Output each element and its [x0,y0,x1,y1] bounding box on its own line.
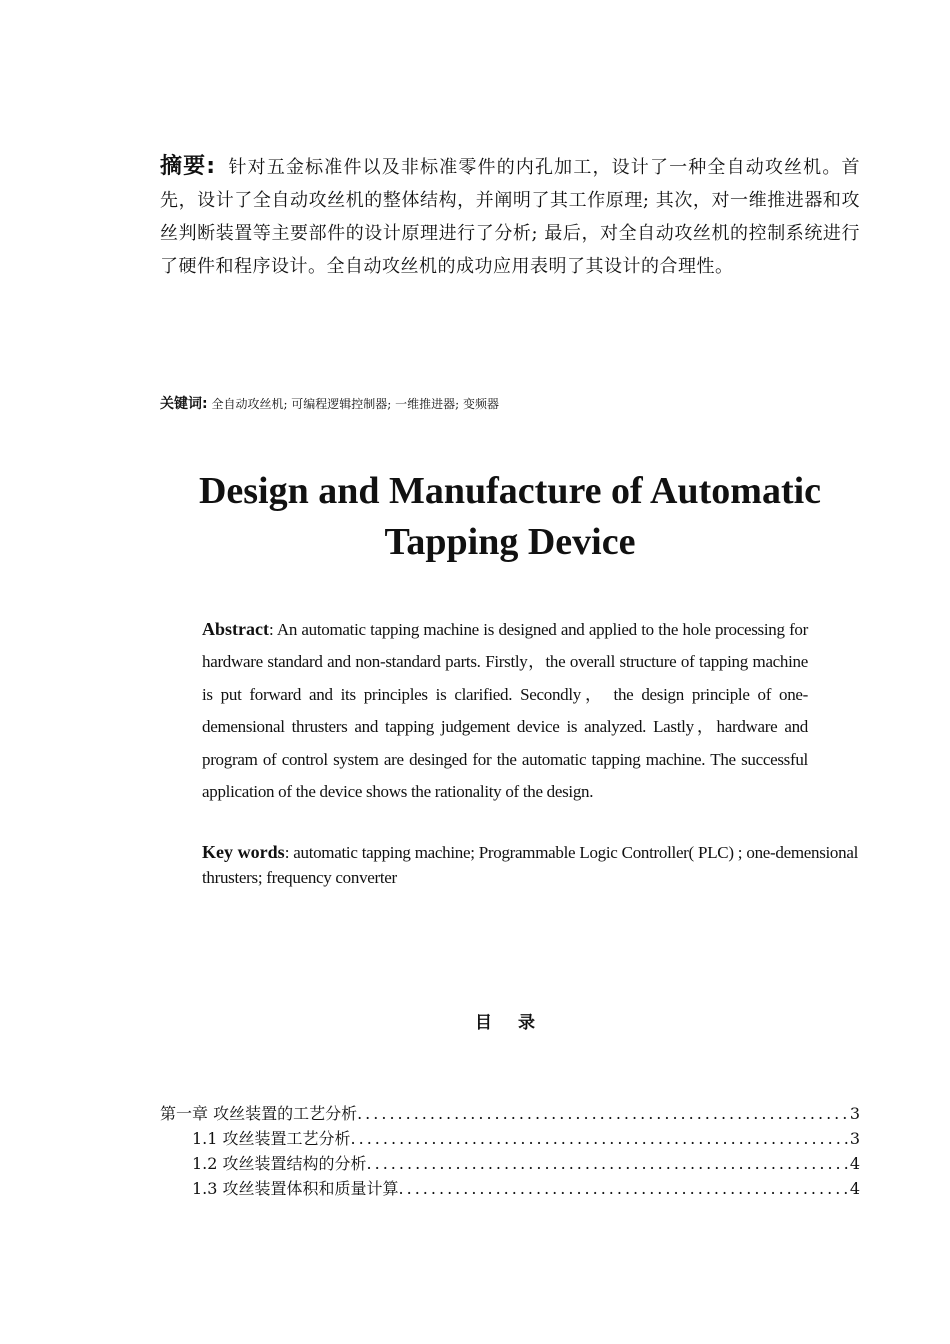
toc-entry-label: 1.3 攻丝装置体积和质量计算 [192,1179,399,1198]
toc-heading: 目 录 [475,1013,545,1033]
chinese-keywords-label: 关键词: [160,396,208,412]
english-title-line-2: Tapping Device [384,521,636,563]
english-keywords-text: : automatic tapping machine; Programmable Logic Controller( PLC) ; one-demensional thrusters; frequency converter [202,843,858,887]
toc-entry-page: 4 [849,1154,860,1173]
toc-entry-label: 第一章 攻丝装置的工艺分析 [160,1104,358,1123]
english-abstract-text: : An automatic tapping machine is designed and applied to the hole processing for hardware standard and non-standard parts. Firstly，the overall structure of tapping machine is put forward and its principles is clarified. Secondly， the design principle of one-demensional thrusters and tapping judgement device is analyzed. Lastly，hardware and program of control system are desinged for the automatic tapping machine. The successful application of the device shows the rationality of the design. [202,620,808,802]
english-abstract-label: Abstract [202,619,269,639]
english-title-line-1: Design and Manufacture of Automatic [198,470,822,512]
chinese-abstract-label: 摘要: [160,154,216,179]
chinese-keywords-text: 全自动攻丝机; 可编程逻辑控制器; 一维推进器; 变频器 [211,397,500,411]
chinese-abstract-text: 针对五金标准件以及非标准零件的内孔加工，设计了一种全自动攻丝机。首先，设计了全自动攻丝机的整体结构，并阐明了其工作原理; 其次，对一维推进器和攻丝判断装置等主要部件的设计原理进行了分析; 最后，对全自动攻丝机的控制系统进行了硬件和程序设计。全自动攻丝机的成功应用表明了其设计的合理性。 [160,157,860,277]
english-abstract [202,613,808,808]
chinese-abstract [160,150,860,283]
toc-entry-1-1[interactable] [160,1126,860,1151]
toc-entry-1-3[interactable] [160,1176,860,1201]
english-keywords [202,840,858,890]
toc-entry-label: 1.1 攻丝装置工艺分析 [192,1129,351,1148]
toc-leader-dots [351,1126,848,1151]
toc-leader-dots [357,1101,848,1126]
chinese-keywords [160,394,860,414]
english-title [120,466,900,568]
toc-entry-1-2[interactable] [160,1151,860,1176]
english-keywords-label: Key words [202,842,285,862]
toc-entry-page: 3 [849,1104,860,1123]
toc-leader-dots [399,1176,848,1201]
toc-entry-page: 4 [849,1179,860,1198]
toc-entry-page: 3 [849,1129,860,1148]
toc-entry-label: 1.2 攻丝装置结构的分析 [192,1154,367,1173]
toc-leader-dots [367,1151,848,1176]
toc-entry-chapter-1[interactable] [160,1101,860,1126]
table-of-contents [160,1101,860,1201]
